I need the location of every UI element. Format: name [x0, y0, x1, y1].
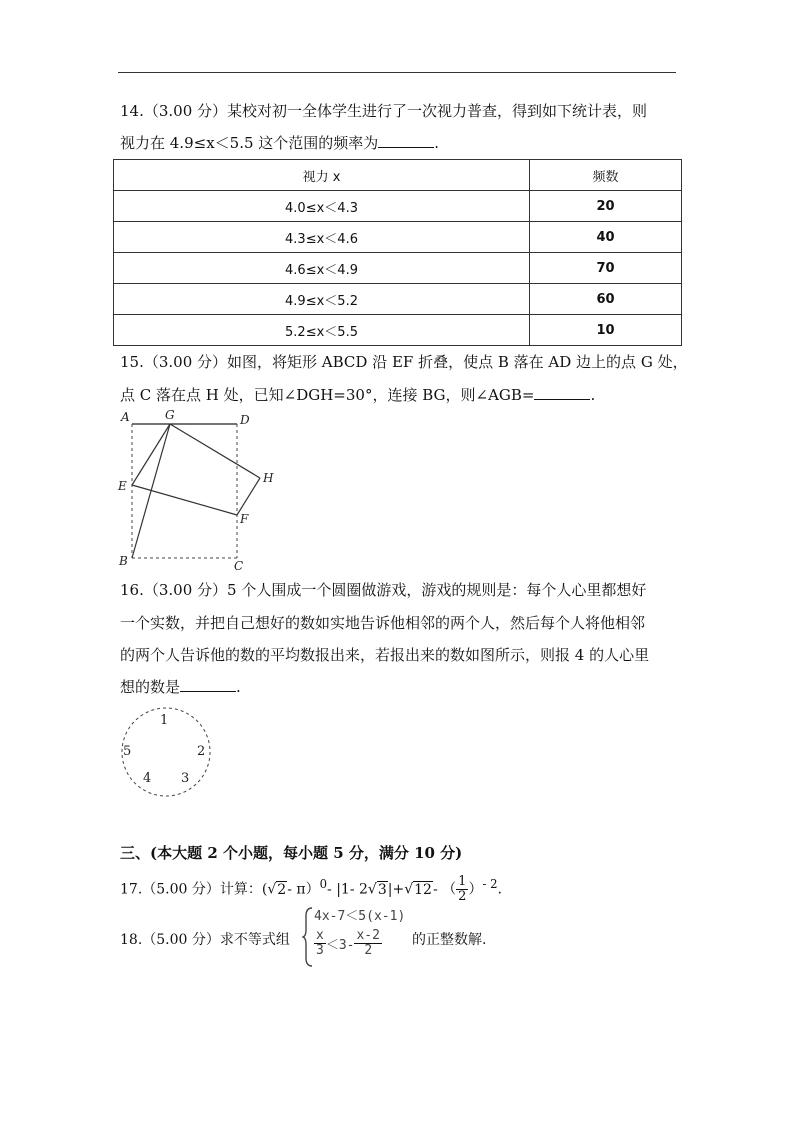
segment-gh: [170, 424, 260, 478]
fraction-numerator: 1: [458, 874, 467, 890]
circle-number-2: 2: [197, 744, 206, 759]
range-cell: 4.9≤x＜5.2: [114, 284, 530, 315]
inequality-2-middle: ＜3-: [325, 938, 355, 953]
table-row: [114, 253, 682, 284]
fold-line-ef: [132, 485, 237, 515]
sqrt-12: 12: [414, 881, 432, 898]
table-header-row: [114, 160, 682, 191]
exponent-minus-2: - 2: [482, 877, 498, 891]
range-cell: 4.3≤x＜4.6: [114, 222, 530, 253]
q16-line3: 的两个人告诉他的数的平均数报出来，若报出来的数如图所示，则报 4 的人心里: [120, 646, 650, 664]
table-header-frequency: 频数: [530, 160, 682, 191]
q14-period: .: [434, 134, 440, 152]
q14-line1: 14.（3.00 分）某校对初一全体学生进行了一次视力普查，得到如下统计表，则: [120, 102, 648, 120]
segment-bg: [132, 424, 170, 558]
segment-eg: [132, 424, 170, 485]
range-cell: 4.0≤x＜4.3: [114, 191, 530, 222]
label-a: A: [121, 410, 130, 424]
label-h: H: [263, 471, 274, 485]
inequality-2: [314, 929, 405, 958]
vision-frequency-table: [113, 159, 682, 346]
q17-line: 17.（5.00 分）计算：(√2- π）$^0$- |1- 2√3|+√12- （ $\frac{1}{2}$ ）$^{- 2}$.: [120, 874, 502, 905]
fraction-denominator: 2: [458, 889, 467, 905]
section-3-heading: 三、(本大题 2 个小题，每小题 5 分，满分 10 分): [120, 844, 463, 862]
q17-prefix: 17.（5.00 分）计算：(: [120, 881, 268, 898]
q14-line2-text: 视力在 4.9≤x＜5.5 这个范围的频率为: [120, 134, 379, 152]
count-cell: 20: [530, 191, 682, 222]
table-header-vision: 视力 x: [114, 160, 530, 191]
q18-prefix: 18.（5.00 分）求不等式组: [120, 932, 290, 948]
header-rule: [118, 72, 676, 73]
sqrt-3: 3: [377, 881, 387, 898]
q16-line2: 一个实数，并把自己想好的数如实地告诉他相邻的两个人，然后每个人将他相邻: [120, 614, 646, 632]
segment-hf: [237, 478, 260, 515]
q18-suffix: 的正整数解.: [412, 932, 487, 948]
q17-period: .: [497, 881, 502, 898]
q14-line2: [120, 131, 439, 155]
q17-part3: |+: [387, 881, 405, 898]
label-f: F: [240, 512, 249, 526]
q15-answer-blank[interactable]: [534, 385, 590, 400]
q17-part2: - |1- 2: [327, 881, 368, 898]
count-cell: 10: [530, 315, 682, 346]
q15-line2: [120, 383, 595, 407]
label-d: D: [240, 413, 250, 427]
count-cell: 40: [530, 222, 682, 253]
sqrt-2: 2: [277, 881, 287, 898]
q15-line2-text: 点 C 落在点 H 处，已知∠DGH=30°，连接 BG，则∠AGB=: [120, 386, 535, 404]
q15-line1: 15.（3.00 分）如图，将矩形 ABCD 沿 EF 折叠，使点 B 落在 AD 边上的点 G 处，: [120, 353, 688, 371]
inequality-system: [306, 907, 405, 958]
q16-line4: [120, 675, 241, 699]
q16-period: .: [236, 678, 241, 696]
fraction-x-over-3: $\frac{x}{3}$: [316, 928, 324, 958]
table-row: [114, 222, 682, 253]
q17-part4: - （: [432, 881, 457, 898]
circle-number-4: 4: [143, 771, 152, 786]
table-row: [114, 284, 682, 315]
circle-number-1: 1: [160, 713, 169, 728]
q17-part1: - π）: [287, 881, 320, 898]
label-c: C: [234, 559, 244, 573]
q15-period: .: [590, 386, 596, 404]
fraction-x-minus-2-over-2: $\frac{x-2}{2}$: [356, 928, 380, 958]
label-b: B: [119, 554, 128, 568]
fraction-one-half: [456, 875, 468, 904]
folded-rectangle-figure: [115, 408, 280, 573]
q16-line4-text: 想的数是: [120, 678, 181, 696]
range-cell: 5.2≤x＜5.5: [114, 315, 530, 346]
circle-number-3: 3: [181, 771, 190, 786]
q16-answer-blank[interactable]: [180, 677, 236, 692]
q16-line1: 16.（3.00 分）5 个人围成一个圆圈做游戏，游戏的规则是：每个人心里都想好: [120, 581, 647, 599]
label-g: G: [165, 408, 175, 422]
count-cell: 70: [530, 253, 682, 284]
q17-part5: ）: [468, 881, 483, 898]
circle-number-5: 5: [123, 744, 132, 759]
table-row: [114, 191, 682, 222]
label-e: E: [118, 479, 127, 493]
exponent-0: 0: [319, 877, 328, 891]
table-row: [114, 315, 682, 346]
q14-answer-blank[interactable]: [378, 133, 434, 148]
circle-game-figure: [116, 702, 216, 802]
range-cell: 4.6≤x＜4.9: [114, 253, 530, 284]
count-cell: 60: [530, 284, 682, 315]
inequality-1: 4x-7＜5(x-1): [314, 909, 406, 924]
